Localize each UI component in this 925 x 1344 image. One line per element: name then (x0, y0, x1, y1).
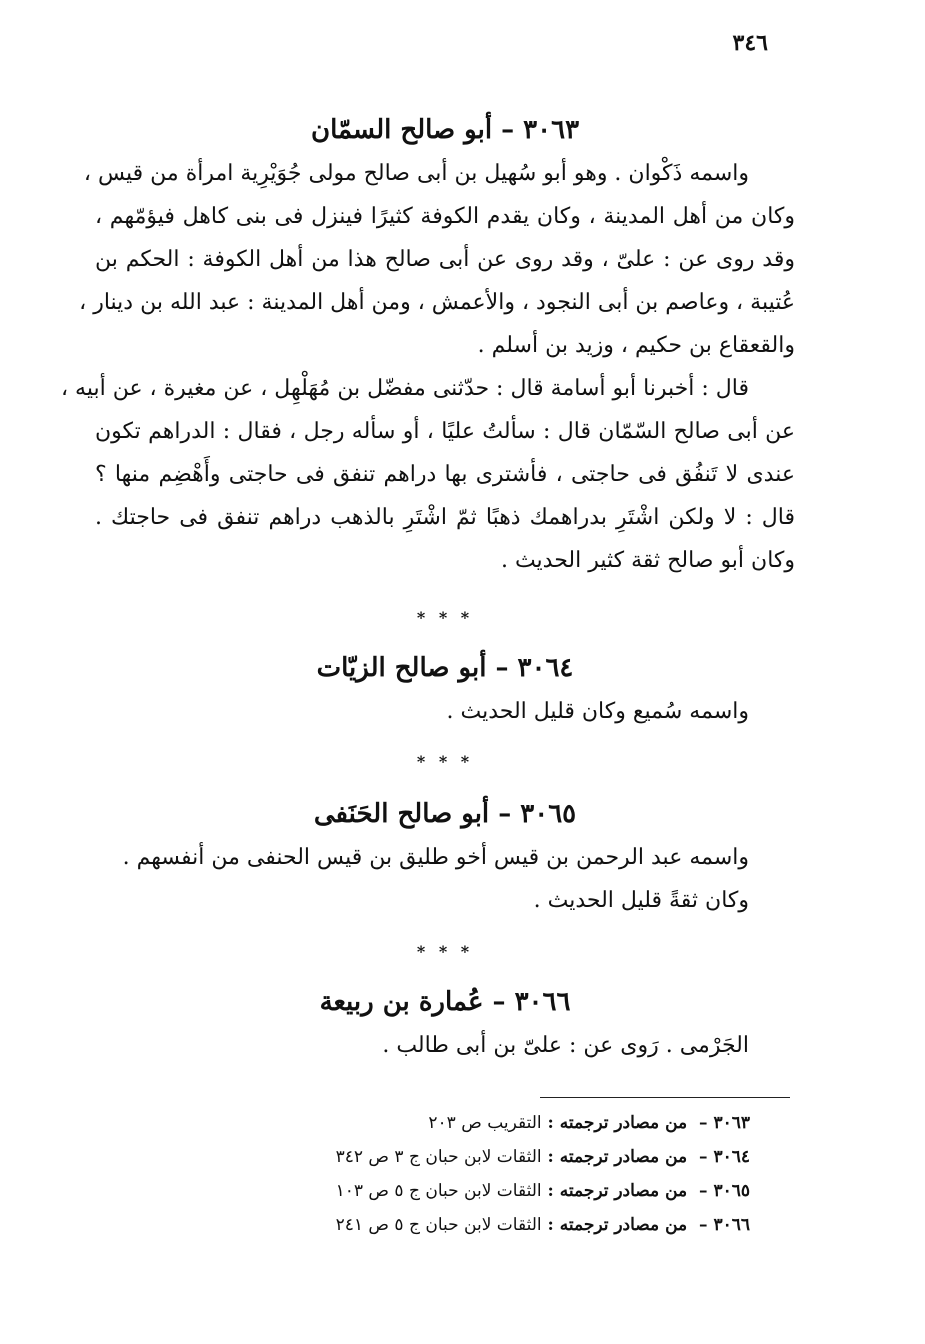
footnote-rule (540, 1097, 790, 1098)
footnote-3063 (240, 1106, 750, 1140)
entry-3064 (95, 650, 795, 733)
footnote-label: من مصادر ترجمته : (547, 1147, 688, 1167)
text-line: قال : لا ولكن اشْتَرِ بدراهمك ذهبًا ثمّ اشْتَرِ بالذهب دراهم تنفق فى حاجتك . (95, 505, 795, 530)
text-line: عُتيبة ، وعاصم بن أبى النجود ، والأعمش ، ومن أهل المدينة : عبد الله بن دينار ، (79, 290, 795, 315)
text-line: الجَرْمى . رَوى عن : علىّ بن أبى طالب . (382, 1033, 749, 1058)
text-line: واسمه ذَكْوان . وهو أبو سُهيل بن أبى صالح مولى جُوَيْرِية امرأة من قيس ، (83, 161, 749, 186)
text-line: وكان من أهل المدينة ، وكان يقدم الكوفة كثيرًا فينزل فى بنى كاهل فيؤمّهم ، (95, 204, 795, 229)
text-line: والقعقاع بن حكيم ، وزيد بن أسلم . (477, 333, 795, 358)
entry-paragraph (95, 1024, 795, 1067)
footnote-number: ٣٠٦٦ – (699, 1215, 750, 1235)
text-line: قال : أخبرنا أبو أسامة قال : حدّثنى مفضّل بن مُهَلْهِل ، عن مغيرة ، عن أبيه ، (60, 376, 749, 401)
text-line: عندى لا تَنفُق فى حاجتى ، فأشترى بها دراهم تنفق فى حاجتى وأَهْضِم منها ؟ (95, 462, 795, 487)
footnote-number: ٣٠٦٣ – (699, 1113, 750, 1133)
footnote-label: من مصادر ترجمته : (547, 1215, 688, 1235)
text-line: وكان ثقةً قليل الحديث . (533, 888, 749, 913)
text-line: وقد روى عن : علىّ ، وقد روى عن أبى صالح هذا من أهل الكوفة : الحكم بن (95, 247, 795, 272)
entry-heading: ٣٠٦٦ – عُمارة بن ربيعة (319, 987, 571, 1017)
footnote-3065 (240, 1174, 750, 1208)
footnote-source: التقريب ص ٢٠٣ (428, 1113, 542, 1133)
footnote-source: الثقات لابن حبان ج ٥ ص ١٠٣ (335, 1181, 542, 1201)
page-number: ٣٤٦ (732, 30, 768, 56)
entry-paragraph (79, 152, 795, 367)
footnote-source: الثقات لابن حبان ج ٥ ص ٢٤١ (335, 1215, 542, 1235)
entry-paragraph (60, 367, 795, 582)
footnote-label: من مصادر ترجمته : (547, 1181, 688, 1201)
section-separator: * * * (416, 942, 474, 961)
entry-heading: ٣٠٦٥ – أبو صالح الحَنَفى (313, 799, 577, 829)
footnote-source: الثقات لابن حبان ج ٣ ص ٣٤٢ (335, 1147, 542, 1167)
footnote-3064 (240, 1140, 750, 1174)
text-line: واسمه عبد الرحمن بن قيس أخو طليق بن قيس الحنفى من أنفسهم . (122, 845, 749, 870)
text-line: واسمه سُميع وكان قليل الحديث . (446, 699, 749, 724)
section-separator: * * * (416, 608, 474, 627)
footnotes (240, 1106, 750, 1242)
entry-heading: ٣٠٦٣ – أبو صالح السمّان (310, 115, 580, 145)
entry-3066 (95, 984, 795, 1067)
entry-3063 (60, 112, 795, 582)
footnote-number: ٣٠٦٤ – (699, 1147, 750, 1167)
footnote-number: ٣٠٦٥ – (699, 1181, 750, 1201)
entry-paragraph (95, 836, 795, 922)
section-separator: * * * (416, 752, 474, 771)
footnote-3066 (240, 1208, 750, 1242)
text-line: وكان أبو صالح ثقة كثير الحديث . (500, 548, 795, 573)
entry-heading: ٣٠٦٤ – أبو صالح الزيّات (316, 653, 574, 683)
text-line: عن أبى صالح السّمّان قال : سألتُ عليًا ، أو سأله رجل ، فقال : الدراهم تكون (95, 419, 795, 444)
footnote-label: من مصادر ترجمته : (547, 1113, 688, 1133)
entry-3065 (95, 796, 795, 922)
entry-paragraph (95, 690, 795, 733)
